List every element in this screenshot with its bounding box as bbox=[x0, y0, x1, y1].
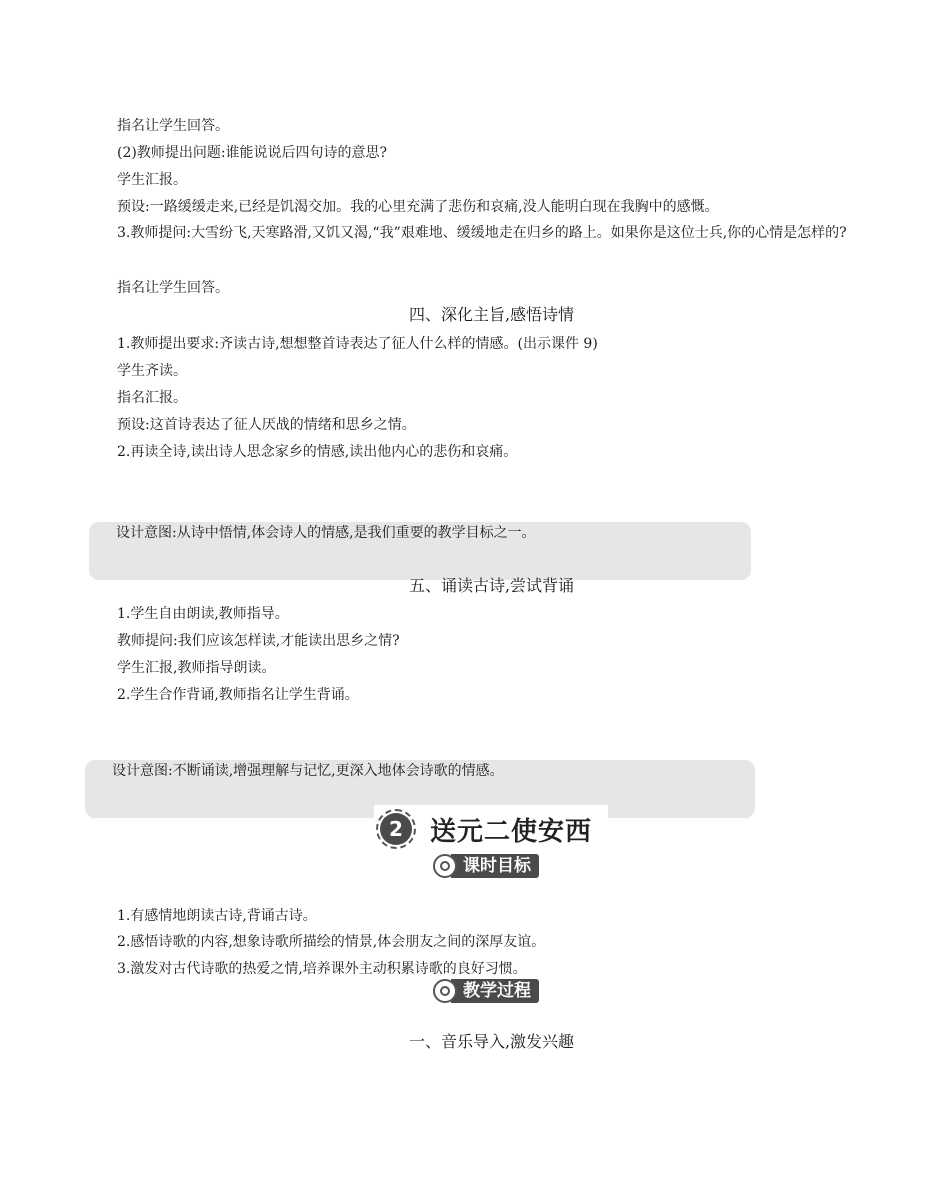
lesson-number: 2 bbox=[380, 813, 412, 845]
goal-item: 2.感悟诗歌的内容,想象诗歌所描绘的情景,体会朋友之间的深厚友谊。 bbox=[117, 934, 546, 950]
section-heading: 一、音乐导入,激发兴趣 bbox=[408, 1032, 575, 1051]
section-heading: 五、诵读古诗,尝试背诵 bbox=[408, 576, 575, 595]
design-note-text: 设计意图:从诗中悟情,体会诗人的情感,是我们重要的教学目标之一。 bbox=[116, 525, 536, 541]
text-line: 预设:这首诗表达了征人厌战的情绪和思乡之情。 bbox=[117, 417, 416, 433]
lesson-number-badge bbox=[376, 809, 416, 849]
text-line: 学生汇报,教师指导朗读。 bbox=[117, 660, 276, 676]
text-line: 学生汇报。 bbox=[117, 172, 187, 188]
target-icon bbox=[433, 854, 457, 878]
text-line: 预设:一路缓缓走来,已经是饥渴交加。我的心里充满了悲伤和哀痛,没人能明白现在我胸中的感慨。 bbox=[117, 199, 719, 215]
design-note-text: 设计意图:不断诵读,增强理解与记忆,更深入地体会诗歌的情感。 bbox=[112, 763, 504, 779]
text-line: 指名让学生回答。 bbox=[117, 118, 229, 134]
design-note-box bbox=[89, 522, 751, 580]
text-line: 2.学生合作背诵,教师指名让学生背诵。 bbox=[117, 687, 359, 703]
target-icon bbox=[433, 979, 457, 1003]
text-line: 2.再读全诗,读出诗人思念家乡的情感,读出他内心的悲伤和哀痛。 bbox=[117, 444, 518, 460]
text-line: 1.教师提出要求:齐读古诗,想想整首诗表达了征人什么样的情感。(出示课件 9) bbox=[117, 336, 598, 352]
text-line: 指名汇报。 bbox=[117, 390, 187, 406]
text-line: 1.学生自由朗读,教师指导。 bbox=[117, 606, 289, 622]
lesson-title: 送元二使安西 bbox=[430, 816, 593, 847]
goal-item: 1.有感情地朗读古诗,背诵古诗。 bbox=[117, 908, 317, 924]
process-tag-label: 教学过程 bbox=[451, 979, 539, 1003]
lesson-title-banner bbox=[374, 805, 608, 853]
text-line: 教师提问:我们应该怎样读,才能读出思乡之情? bbox=[117, 633, 400, 649]
text-paragraph: 3.教师提问:大雪纷飞,天寒路滑,又饥又渴,“我”艰难地、缓缓地走在归乡的路上。如果你是这位士兵,你的心情是怎样的? bbox=[117, 225, 847, 241]
goal-item: 3.激发对古代诗歌的热爱之情,培养课外主动积累诗歌的良好习惯。 bbox=[117, 961, 527, 977]
goals-tag bbox=[433, 852, 539, 880]
section-heading: 四、深化主旨,感悟诗情 bbox=[408, 305, 575, 324]
process-tag bbox=[433, 977, 539, 1005]
text-line: 学生齐读。 bbox=[117, 363, 187, 379]
text-line: (2)教师提出问题:谁能说说后四句诗的意思? bbox=[117, 145, 388, 161]
goals-tag-label: 课时目标 bbox=[451, 854, 539, 878]
text-line: 指名让学生回答。 bbox=[117, 280, 229, 296]
